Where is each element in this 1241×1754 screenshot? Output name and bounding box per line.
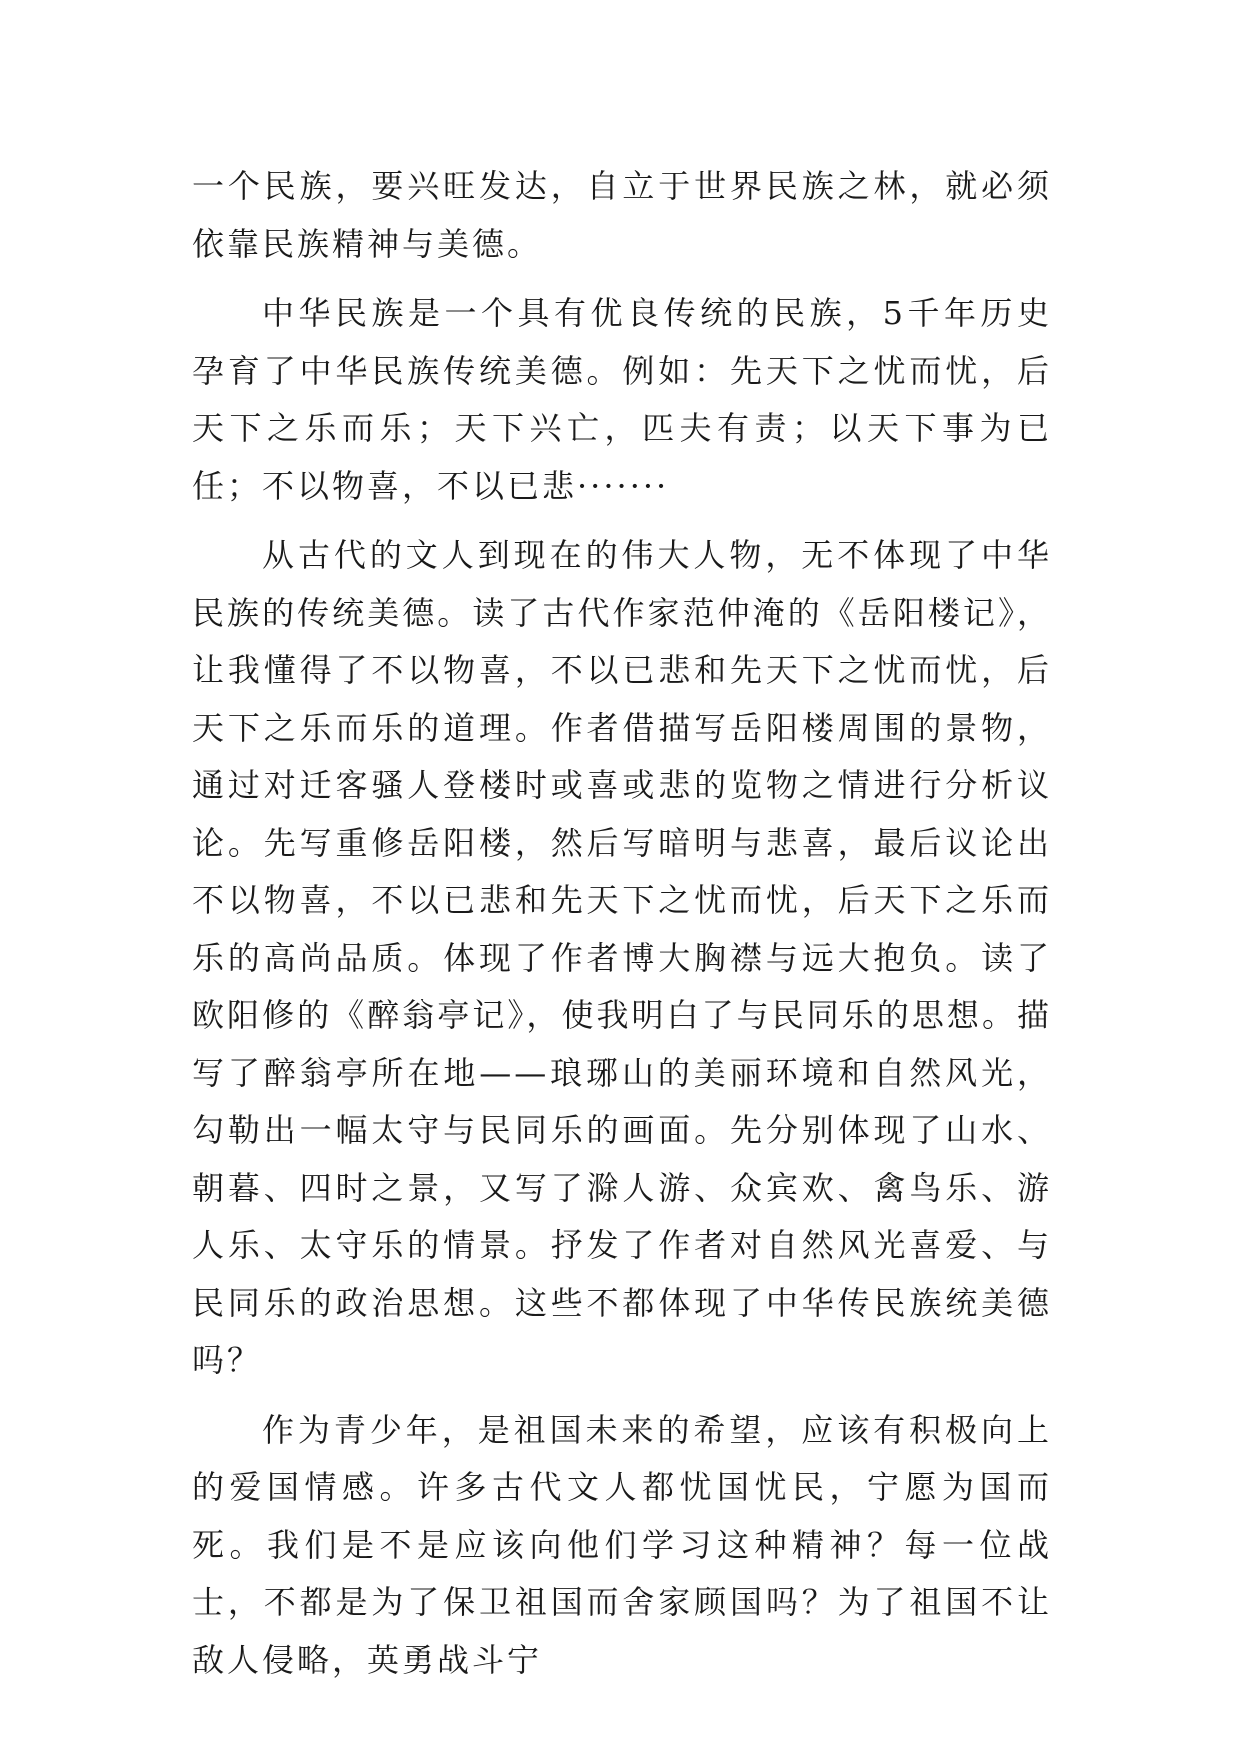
body-text [192,158,1052,1689]
paragraph-3: 从古代的文人到现在的伟大人物，无不体现了中华民族的传统美德。读了古代作家范仲淹的《岳阳楼记》，让我懂得了不以物喜，不以已悲和先天下之忧而忧，后天下之乐而乐的道理。作者借描写岳阳楼周围的景物，通过对迁客骚人登楼时或喜或悲的览物之情进行分析议论。先写重修岳阳楼，然后写暗明与悲喜，最后议论出不以物喜，不以已悲和先天下之忧而忧，后天下之乐而乐的高尚品质。体现了作者博大胸襟与远大抱负。读了欧阳修的《醉翁亭记》，使我明白了与民同乐的思想。描写了醉翁亭所在地——琅琊山的美丽环境和自然风光，勾勒出一幅太守与民同乐的画面。先分别体现了山水、朝暮、四时之景，又写了滁人游、众宾欢、禽鸟乐、游人乐、太守乐的情景。抒发了作者对自然风光喜爱、与民同乐的政治思想。这些不都体现了中华传民族统美德吗？ [192,536,1052,1379]
paragraph-2: 中华民族是一个具有优良传统的民族，5千年历史孕育了中华民族传统美德。例如：先天下之忧而忧，后天下之乐而乐；天下兴亡，匹夫有责；以天下事为已任；不以物喜，不以已悲······· [192,294,1052,505]
paragraph-1: 一个民族，要兴旺发达，自立于世界民族之林，就必须依靠民族精神与美德。 [192,167,1052,263]
paragraph-4: 作为青少年，是祖国未来的希望，应该有积极向上的爱国情感。许多古代文人都忧国忧民，宁愿为国而死。我们是不是应该向他们学习这种精神？每一位战士，不都是为了保卫祖国而舍家顾国吗？为了祖国不让敌人侵略，英勇战斗宁 [192,1410,1052,1679]
